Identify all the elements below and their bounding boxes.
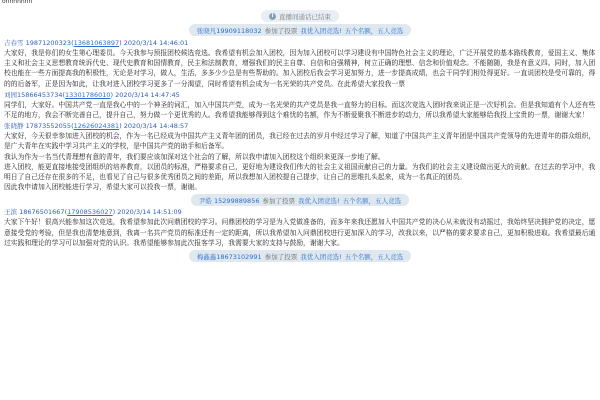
chat-message (0, 39, 600, 89)
phone-link[interactable]: 13301786010 (65, 90, 111, 99)
notice-text: 直播间通话已结束 (279, 12, 331, 21)
vote-option[interactable]: 我优入团竞选! (300, 252, 342, 261)
message-time: 2020/3/14 14:46:01 (123, 39, 189, 47)
message-header: 刘园15866453734(13301786010) 2020/3/14 14:47:45 (4, 90, 180, 99)
sender-phone: 19871200323( (25, 39, 74, 47)
message-body: 大家下午好！很高兴能参加这次竞选，我希望参加此次问鼎团校的学习。问鼎团校的学习是为入党做准备的，而多年来我还愿加入中国共产党的决心从未就没有动摇过，我始终坚决拥护党的决定，愿意接受党的考验，但是我也清楚地意到，我离一名共产党员的标准还有一定的距离，所以我希望加入问鼎团校进行更加深入的学习，改我以来，以严格的要求要求自己，更加积极进取。我希望最后通过实践和理论的学习可以加强对党的认识。我希望能够参加此次报客学习，我需要大家的支持与鼓励，谢谢大家。 (4, 218, 596, 247)
vote-notice-1 (0, 24, 600, 36)
vote-pill (189, 250, 412, 262)
vote-option[interactable]: 我优入团竞选! (297, 196, 340, 205)
truncated-top-text: ohhhhhhh (0, 0, 600, 4)
sender-name[interactable]: 刘园 (4, 90, 17, 99)
chat-message (0, 122, 600, 192)
vote-user[interactable]: 梅鑫鑫18673102991 (196, 252, 262, 261)
info-icon: i (269, 13, 276, 20)
message-body (4, 131, 596, 192)
vote-detail: 五个名额，五人竞选 (344, 252, 404, 261)
phone-link[interactable]: 17908536027 (67, 208, 113, 217)
chat-message (0, 91, 600, 120)
system-notice (0, 10, 600, 22)
phone-link[interactable]: 13681063897 (73, 39, 120, 47)
sender-phone: 18676501667( (19, 208, 68, 217)
sender-phone: 17873552055( (25, 122, 74, 131)
vote-action: 参加了投票 (264, 252, 298, 261)
message-body: 同学们，大家好。中国共产党一直是我心中的一个神圣的词汇，加入中国共产党，成为一名光荣的共产党员是我一直努力的目标。而这次竞选入团时我来说正是一次好机会。但是我知道有个人还有些不足的地方，我会不断完善自己，提升自己，努力做一个更优秀的人。我希望我能够得到这个难忧的名额，作为不断爱聚我不断进步的动力，所以我希望大家能够给我投上宝贵的一票，谢谢大家！ (4, 100, 596, 120)
message-time: 2020/3/14 14:51:09 (117, 208, 182, 217)
vote-user[interactable]: 尹皓 15299889856 (198, 196, 260, 205)
vote-action: 参加了投票 (264, 26, 298, 35)
sender-phone: 15866453734( (17, 90, 66, 99)
message-header: 王滨 18676501667(17908536027) 2020/3/14 14:51:09 (4, 208, 182, 217)
message-body: 大家好，我是你们的女生第心理委员。今天我参与预报团校候选竞选。我希望有机会加入团校，因为加入团校可以学习建设有中国特色社会主义的理论，广泛开展党的基本路线教育，爱国主义、集体主义和社会主义思想教育统诉代史、现代史教育和国情教育，民主和法制教育，增强我们的民主自尊、自信和自强精神，树立正确的理想、信念和价值观念。不能随随，我是有意义四。同时，加入团校也能在一些方面提高我的积极性，无论是对学习，做人，生活，多多少少总是有些帮助的。加入团校后我会学习更加努力，进一步提高成绩，也会干同学们相处得更好。一直说团校是受可靠的，得的的后备军，正是因为如此，让我对进入团校学习更多了一分渴望，同时希望有机会成为一名光荣的共产党员。在此希望大家投我一票 (4, 49, 596, 88)
vote-notice-3 (0, 250, 600, 262)
vote-detail: 五个名额，五人竞选 (342, 196, 402, 205)
vote-detail: 五个名额，五人竞选 (344, 26, 404, 35)
message-time: 2020/3/14 14:48:57 (123, 122, 189, 131)
message-paragraph: 大家好，今天很幸参加进入团校的机会，作为一名已经成为中国共产主义青年团的团员，我已经在过去的岁月中经过学习了解，知道了中国共产主义青年团是中国共产党领导的先进青年的群众组织，是广大青年在实践中学习共产主义的学校，是中国共产党的助手和后备军。 (4, 132, 596, 151)
vote-pill (191, 194, 409, 206)
vote-pill (189, 24, 412, 36)
notice-pill (261, 10, 339, 22)
chat-message (0, 208, 600, 248)
vote-option[interactable]: 我优入团竞选! (300, 26, 342, 35)
vote-notice-2 (0, 194, 600, 206)
vote-action: 参加了投票 (262, 196, 295, 205)
message-paragraph: 进入团校，能更直接地接受团组织的培养教育，以团员的标准，严格要求自己，更好地为建设我们伟大的社会主义祖国贡献自己的力量。为我们的社会主义建设做出更大的贡献。在过去的学习中，我明日了自己还存在很多的不足，也看见了自己与很多优秀团员之间的差距，所以我想加入团校提自己提步，让自己的思维扎头起来，成为一名真正的团员。 (4, 162, 596, 182)
message-header: 张晓静 17873552055(12626024381) 2020/3/14 14:48:57 (4, 122, 189, 131)
message-header: 吉春雪 19871200323(13681063897) 2020/3/14 14:46:01 (4, 39, 189, 47)
sender-name[interactable]: 吉春雪 (4, 39, 24, 47)
sender-name[interactable]: 张晓静 (4, 122, 24, 131)
message-time: 2020/3/14 14:47:45 (115, 90, 180, 99)
sender-name[interactable]: 王滨 (4, 208, 17, 217)
phone-link[interactable]: 12626024381 (73, 122, 120, 131)
vote-user[interactable]: 张晓凡19909118032 (196, 26, 262, 35)
message-paragraph: 因此我申请加入团校能进行学习，希望大家可以投我一票，谢谢。 (4, 183, 202, 192)
message-paragraph: 我认为作为一名当代青理想有意的青年，我们要应该加深对这个社会的了解，所以我申请加入团校这个组织来更深一步地了解。 (4, 152, 385, 161)
